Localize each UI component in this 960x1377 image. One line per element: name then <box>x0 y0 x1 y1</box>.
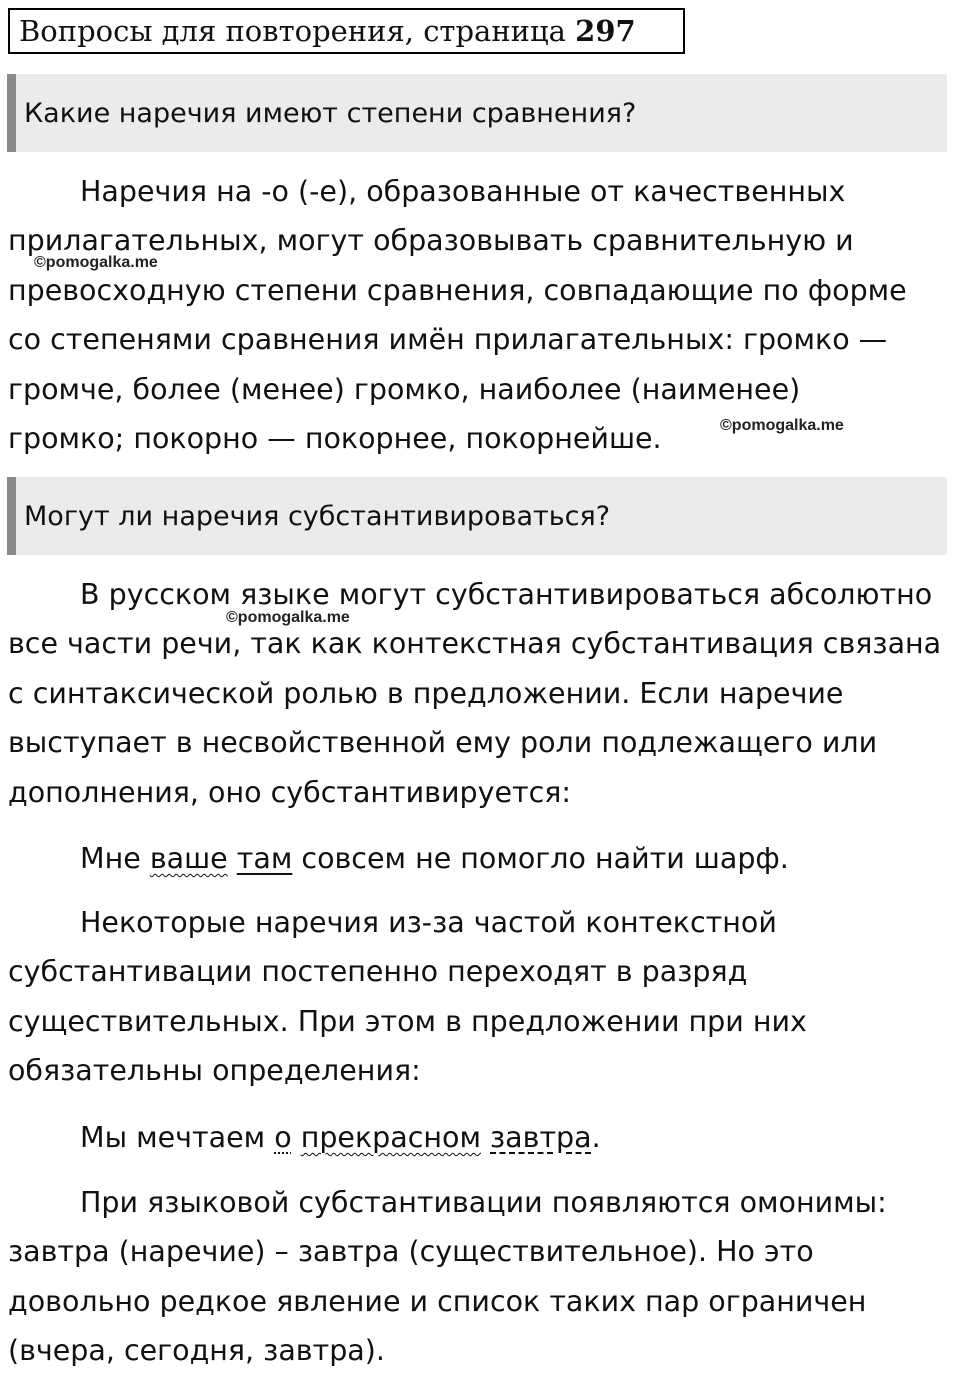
underlined-preposition: о <box>274 1121 292 1154</box>
question-2-text: Могут ли наречия субстантивироваться? <box>24 500 611 532</box>
answer-2-line: обязательны определения: <box>8 1054 421 1088</box>
answer-2-paragraph-2 <box>8 898 953 1096</box>
example-text: Мы мечтаем <box>80 1121 275 1154</box>
example-text: Мне <box>80 842 150 875</box>
answer-2-line: дополнения, оно субстантивируется: <box>8 775 572 809</box>
answer-2-line: все части речи, так как контекстная субстантивация связана <box>8 627 942 661</box>
answer-2-line: При языковой субстантивации появляются омонимы: <box>80 1186 887 1219</box>
answer-2-line: субстантивации постепенно переходят в разряд <box>8 955 748 989</box>
page-title-text: Вопросы для повторения, страница <box>19 14 576 48</box>
answer-2-line: довольно редкое явление и список таких пар ограничен <box>8 1284 867 1318</box>
example-text: . <box>591 1121 601 1154</box>
answer-1-line: превосходную степени сравнения, совпадающие по форме <box>8 273 907 307</box>
answer-2-line: с синтаксической ролью в предложении. Если наречие <box>8 676 844 710</box>
question-1-heading <box>7 74 947 152</box>
question-1-text: Какие наречия имеют степени сравнения? <box>24 97 637 129</box>
example-1 <box>8 834 960 883</box>
answer-2-paragraph-3 <box>8 1178 953 1376</box>
example-text <box>228 842 237 875</box>
example-text <box>481 1121 490 1154</box>
answer-2-line: выступает в несвойственной ему роли подлежащего или <box>8 726 878 760</box>
answer-1-line: громко; покорно — покорнее, покорнейше. <box>8 422 662 456</box>
underlined-definition: ваше <box>149 842 228 875</box>
watermark: ©pomogalka.me <box>720 417 844 434</box>
answer-1-line: со степенями сравнения имён прилагательных: громко — <box>8 323 888 357</box>
question-2-heading <box>7 477 947 555</box>
answer-2-line: В русском языке могут субстантивироваться абсолютно <box>80 578 933 611</box>
watermark: ©pomogalka.me <box>226 609 350 626</box>
underlined-definition: прекрасном <box>300 1121 481 1154</box>
page-number: 297 <box>575 14 636 48</box>
answer-1-line: громче, более (менее) громко, наиболее (наименее) <box>8 372 801 406</box>
answer-2-paragraph-1 <box>8 570 953 817</box>
underlined-object: завтра <box>490 1121 592 1154</box>
answer-2-line: (вчера, сегодня, завтра). <box>8 1334 385 1368</box>
example-text <box>292 1121 301 1154</box>
page-title <box>8 8 685 54</box>
example-2 <box>8 1113 960 1162</box>
answer-1-line: прилагательных, могут образовывать сравнительную и <box>8 224 854 258</box>
watermark: ©pomogalka.me <box>34 254 158 271</box>
answer-1-line: Наречия на -о (-е), образованные от качественных <box>80 175 846 208</box>
answer-2-line: Некоторые наречия из-за частой контекстной <box>80 906 777 939</box>
answer-2-line: завтра (наречие) – завтра (существительное). Но это <box>8 1235 814 1269</box>
underlined-subject: там <box>236 842 293 875</box>
answer-2-line: существительных. При этом в предложении при них <box>8 1004 807 1038</box>
example-text: совсем не помогло найти шарф. <box>292 842 789 875</box>
